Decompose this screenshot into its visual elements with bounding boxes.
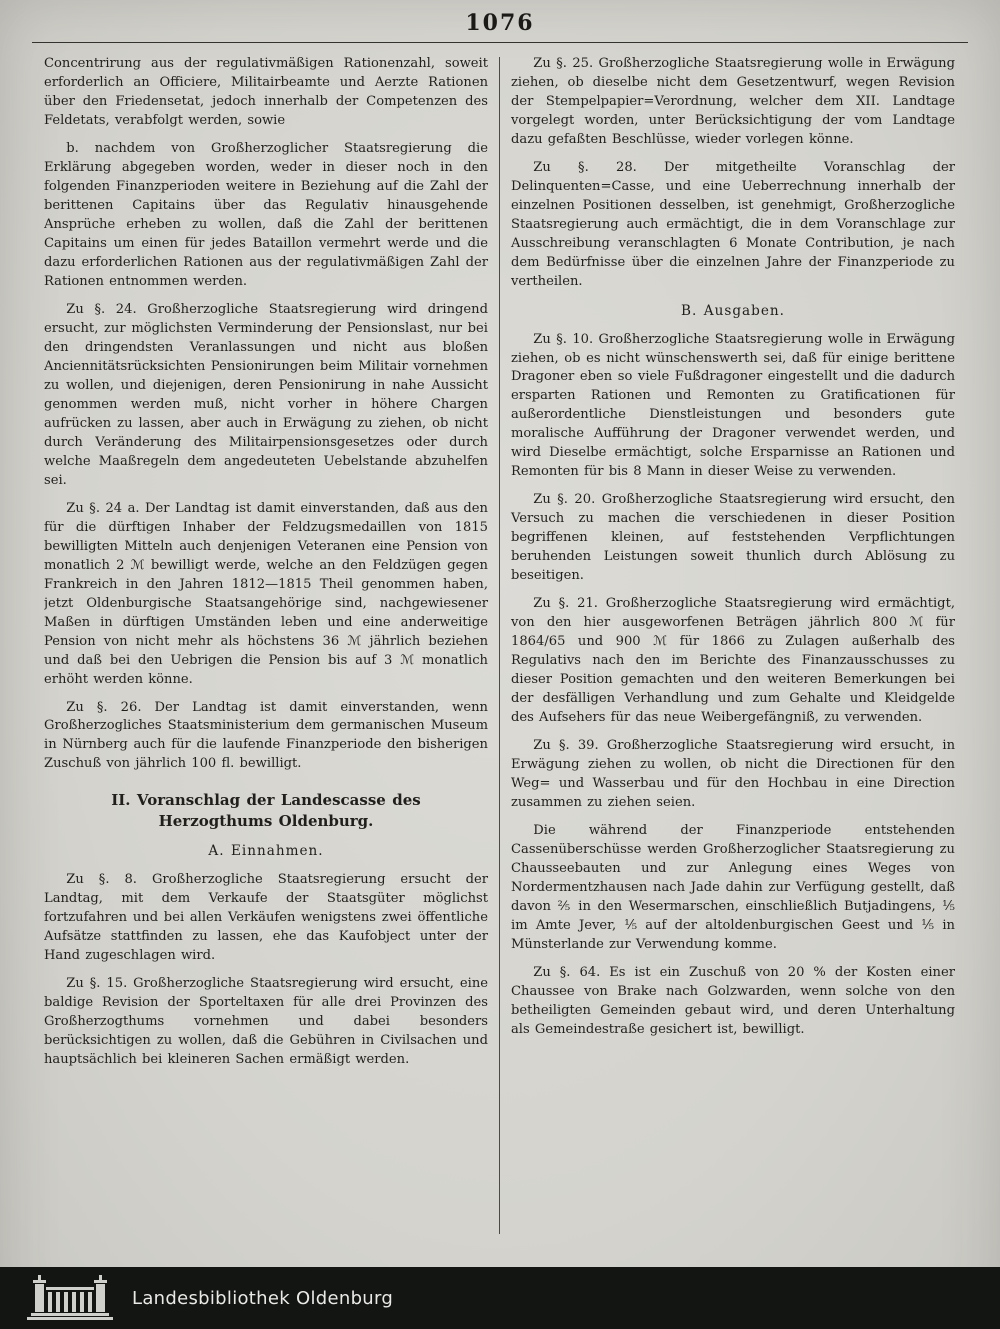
library-name: Landesbibliothek Oldenburg [132,1287,394,1309]
section-heading: B. Ausgaben. [681,302,785,319]
section-heading: II. Voranschlag der Landescasse des Herzogthums Oldenburg. [111,791,421,831]
paragraph: Zu §. 39. Großherzogliche Staatsregierung wird ersucht, in Erwägung ziehen zu wollen, ob nicht die Directionen für den Weg= und Wasserbau und für den Hochbau in eine Direction zusammen zu ziehen seien. [511,738,955,811]
paragraph: Zu §. 8. Großherzogliche Staatsregierung ersucht der Landtag, mit dem Verkaufe der Staatsgüter möglichst fortzufahren und bei allen Verkäufen wenigstens zwei öffentliche Aufsätze stattfinden zu lassen, ehe das Kaufobject unter der Hand zugeschlagen wird. [44,872,488,964]
paragraph: Zu §. 15. Großherzogliche Staatsregierung wird ersucht, eine baldige Revision der Sporteltaxen für alle drei Provinzen des Großherzogthums vornehmen und dabei besonders berücksichtigen zu wollen, daß die Gebühren in Civilsachen und hauptsächlich bei kleineren Sachen ermäßigt werden. [44,976,488,1067]
paragraph: Concentrirung aus der regulativmäßigen Rationenzahl, soweit erforderlich an Officiere, Militairbeamte und Aerzte Rationen über den Friedensetat, jedoch innerhalb der Competenzen des Feldetats, verabfolgt werden, sowie [44,56,488,128]
paragraph: Zu §. 64. Es ist ein Zuschuß von 20 % der Kosten einer Chaussee von Brake nach Golzwarden, wenn solche von den betheiligten Gemeinden gebaut wird, und deren Unterhaltung als Gemeindestraße gesichert ist, bewilligt. [511,965,955,1037]
paragraph: Zu §. 10. Großherzogliche Staatsregierung wolle in Erwägung ziehen, ob es nicht wünschenswerth sei, daß für einige berittene Dragoner eben so viele Fußdragoner eingestellt und die dadurch ersparten Rationen und Remonten zu Gratificationen für außerordentliche Dienstleistungen und besonders gute moralische Aufführung der Dragoner verwendet werden, und wird Dieselbe ermächtigt, solche Ersparnisse an Rationen und Remonten für bis 8 Mann in dieser Weise zu verwenden. [511,331,955,480]
section-heading: A. Einnahmen. [208,843,324,860]
paragraph: Zu §. 24 a. Der Landtag ist damit einverstanden, daß aus den für die dürftigen Inhaber der Feldzugsmedaillen von 1815 bewilligten Mitteln auch denjenigen Veteranen eine Pension von monatlich 2 ℳ bewilligt werde, welche an den Feldzügen gegen Frankreich in den Jahren 1812—1815 Theil genommen haben, jetzt Oldenburgische Staatsangehörige sind, nachgewiesener Maßen in dürftigen Umständen leben und eine anderweitige Pension von nicht mehr als höchstens 36 ℳ jährlich beziehen und daß bei den Uebrigen die Pension bis auf 3 ℳ monatlich erhöht werden könne. [44,500,488,687]
library-footer [0,1267,1000,1329]
column-divider [499,57,500,1234]
paragraph: Zu §. 24. Großherzogliche Staatsregierung wird dringend ersucht, zur möglichsten Verminderung der Pensionslast, nur bei den dringendsten Veranlassungen und nicht aus bloßen Anciennitätsrücksichten Pensionirungen beim Militair vornehmen zu wollen, und diejenigen, deren Pensionirung in nahe Aussicht genommen werden muß, nicht vorher in höhere Chargen aufrücken zu lassen, aber auch in Erwägung zu ziehen, ob nicht durch Veränderung des Militairpensionsgesetzes oder durch welche Maaßregeln dem angedeuteten Uebelstande abzuhelfen sei. [44,301,488,488]
paragraph: Zu §. 25. Großherzogliche Staatsregierung wolle in Erwägung ziehen, ob dieselbe nicht dem Gesetzentwurf, wegen Revision der Stempelpapier=Verordnung, welcher dem XII. Landtage vorgelegt worden, unter Berücksichtigung der vom Landtage dazu gefaßten Beschlüsse, wieder vorlegen könne. [511,56,955,147]
paragraph: Die während der Finanzperiode entstehenden Cassenüberschüsse werden Großherzoglicher Staatsregierung zu Chausseebauten und zur Anlegung eines Weges von Nordermentzhausen nach Jade dahin zur Verfügung gestellt, daß davon ⅖ in den Wesermarschen, einschließlich Butjadingens, ⅕ im Amte Jever, ⅕ auf der altoldenburgischen Geest und ⅕ in Münsterlande zur Verwendung komme. [511,823,955,953]
page-number: 1076 [465,10,535,36]
paragraph: Zu §. 20. Großherzogliche Staatsregierung wird ersucht, den Versuch zu machen die verschiedenen in dieser Position begriffenen kleinen, auf feststehenden Verpflichtungen beruhenden Leistungen soweit thunlich durch Ablösung zu beseitigen. [511,492,955,584]
left-column [44,55,488,1240]
paragraph: Zu §. 21. Großherzogliche Staatsregierung wird ermächtigt, von den hier ausgeworfenen Beträgen jährlich 800 ℳ für 1864/65 und 900 ℳ für 1866 zu Zulagen außerhalb des Regulativs nach den im Berichte des Finanzausschusses zu dieser Position gemachten und den weiteren Bemerkungen bei der desfälligen Verhandlung und zum Gehalte und Kleidgelde des Aufsehers für das neue Weibergefängniß, zu verwenden. [511,596,955,726]
paragraph: Zu §. 28. Der mitgetheilte Voranschlag der Delinquenten=Casse, und eine Ueberrechnung innerhalb der einzelnen Positionen desselben, ist genehmigt, Großherzogliche Staatsregierung auch ermächtigt, die in dem Voranschlage zur Ausschreibung veranschlagten 6 Monate Contribution, je nach dem Bedürfnisse über die einzelnen Jahre der Finanzperiode zu vertheilen. [511,159,955,289]
text-columns [44,43,956,1240]
library-building-icon [26,1275,114,1321]
paragraph: b. nachdem von Großherzoglicher Staatsregierung die Erklärung abgegeben worden, weder in dieser noch in den folgenden Finanzperioden weitere in Beziehung auf die Zahl der berittenen Capitains über das Regulativ hinausgehende Ansprüche erheben zu wollen, daß die Zahl der berittenen Capitains um einen für jedes Bataillon vermehrt werde und die dazu erforderlichen Rationen aus der regulativmäßigen Zahl der Rationen entnommen werden. [44,140,488,289]
right-column [511,55,955,1240]
paragraph: Zu §. 26. Der Landtag ist damit einverstanden, wenn Großherzogliches Staatsministerium dem germanischen Museum in Nürnberg auch für die laufende Finanzperiode den bisherigen Zuschuß von jährlich 100 fl. bewilligt. [44,699,488,772]
